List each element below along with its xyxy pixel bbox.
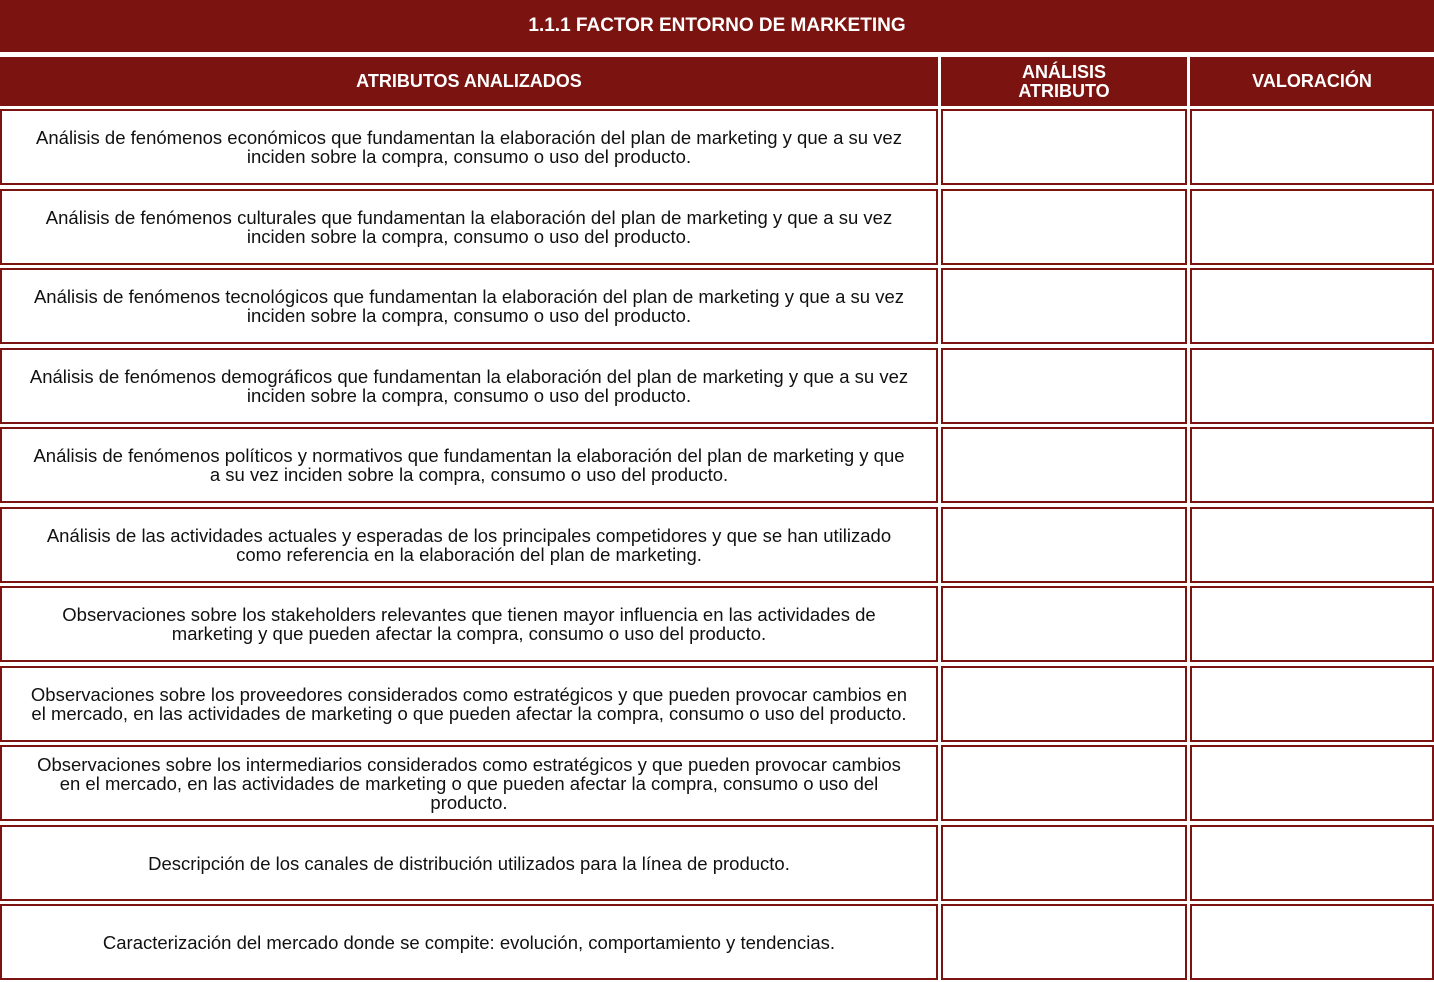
table-row — [0, 904, 1434, 980]
table-row — [0, 348, 1434, 424]
analysis-cell[interactable] — [941, 745, 1187, 821]
analysis-cell[interactable] — [941, 507, 1187, 583]
analysis-cell[interactable] — [941, 189, 1187, 265]
valuation-cell[interactable] — [1190, 586, 1434, 662]
valuation-cell[interactable] — [1190, 745, 1434, 821]
table-row — [0, 109, 1434, 185]
valuation-cell[interactable] — [1190, 666, 1434, 742]
attribute-cell: Observaciones sobre los stakeholders relevantes que tienen mayor influencia en las actividades de marketing y que pueden afectar la compra, consumo o uso del producto. — [0, 586, 938, 662]
analysis-cell[interactable] — [941, 904, 1187, 980]
header-valuation: VALORACIÓN — [1190, 57, 1434, 106]
table-row — [0, 268, 1434, 344]
valuation-cell[interactable] — [1190, 904, 1434, 980]
attribute-cell: Descripción de los canales de distribución utilizados para la línea de producto. — [0, 825, 938, 901]
analysis-cell[interactable] — [941, 268, 1187, 344]
valuation-cell[interactable] — [1190, 109, 1434, 185]
attribute-cell: Observaciones sobre los proveedores considerados como estratégicos y que pueden provocar cambios en el mercado, en las actividades de marketing o que pueden afectar la compra, consumo o uso del producto. — [0, 666, 938, 742]
valuation-cell[interactable] — [1190, 268, 1434, 344]
valuation-cell[interactable] — [1190, 189, 1434, 265]
table-title: 1.1.1 FACTOR ENTORNO DE MARKETING — [0, 0, 1434, 52]
valuation-cell[interactable] — [1190, 348, 1434, 424]
attribute-cell: Caracterización del mercado donde se compite: evolución, comportamiento y tendencias. — [0, 904, 938, 980]
table-row — [0, 507, 1434, 583]
table-row — [0, 586, 1434, 662]
analysis-cell[interactable] — [941, 109, 1187, 185]
analysis-cell[interactable] — [941, 825, 1187, 901]
valuation-cell[interactable] — [1190, 825, 1434, 901]
valuation-cell[interactable] — [1190, 507, 1434, 583]
header-analysis-line1: ANÁLISIS — [1021, 61, 1106, 82]
table-row — [0, 427, 1434, 503]
table-row — [0, 825, 1434, 901]
table-row — [0, 189, 1434, 265]
analysis-cell[interactable] — [941, 666, 1187, 742]
attribute-cell: Análisis de fenómenos demográficos que fundamentan la elaboración del plan de marketing y que a su vez inciden sobre la compra, consumo o uso del producto. — [0, 348, 938, 424]
attribute-cell: Análisis de fenómenos tecnológicos que fundamentan la elaboración del plan de marketing y que a su vez inciden sobre la compra, consumo o uso del producto. — [0, 268, 938, 344]
analysis-cell[interactable] — [941, 348, 1187, 424]
attribute-cell: Análisis de fenómenos políticos y normativos que fundamentan la elaboración del plan de marketing y que a su vez inciden sobre la compra, consumo o uso del producto. — [0, 427, 938, 503]
table-row — [0, 666, 1434, 742]
attribute-cell: Análisis de las actividades actuales y esperadas de los principales competidores y que se han utilizado como referencia en la elaboración del plan de marketing. — [0, 507, 938, 583]
valuation-cell[interactable] — [1190, 427, 1434, 503]
attribute-cell: Análisis de fenómenos culturales que fundamentan la elaboración del plan de marketing y que a su vez inciden sobre la compra, consumo o uso del producto. — [0, 189, 938, 265]
header-analysis-line2: ATRIBUTO — [1018, 80, 1110, 101]
attribute-cell: Observaciones sobre los intermediarios considerados como estratégicos y que pueden provocar cambios en el mercado, en las actividades de marketing o que pueden afectar la compra, consumo o uso del producto. — [0, 745, 938, 821]
analysis-cell[interactable] — [941, 427, 1187, 503]
attribute-cell: Análisis de fenómenos económicos que fundamentan la elaboración del plan de marketing y que a su vez inciden sobre la compra, consumo o uso del producto. — [0, 109, 938, 185]
header-analysis — [941, 57, 1187, 106]
analysis-cell[interactable] — [941, 586, 1187, 662]
header-attributes: ATRIBUTOS ANALIZADOS — [0, 57, 938, 106]
table-row — [0, 745, 1434, 821]
